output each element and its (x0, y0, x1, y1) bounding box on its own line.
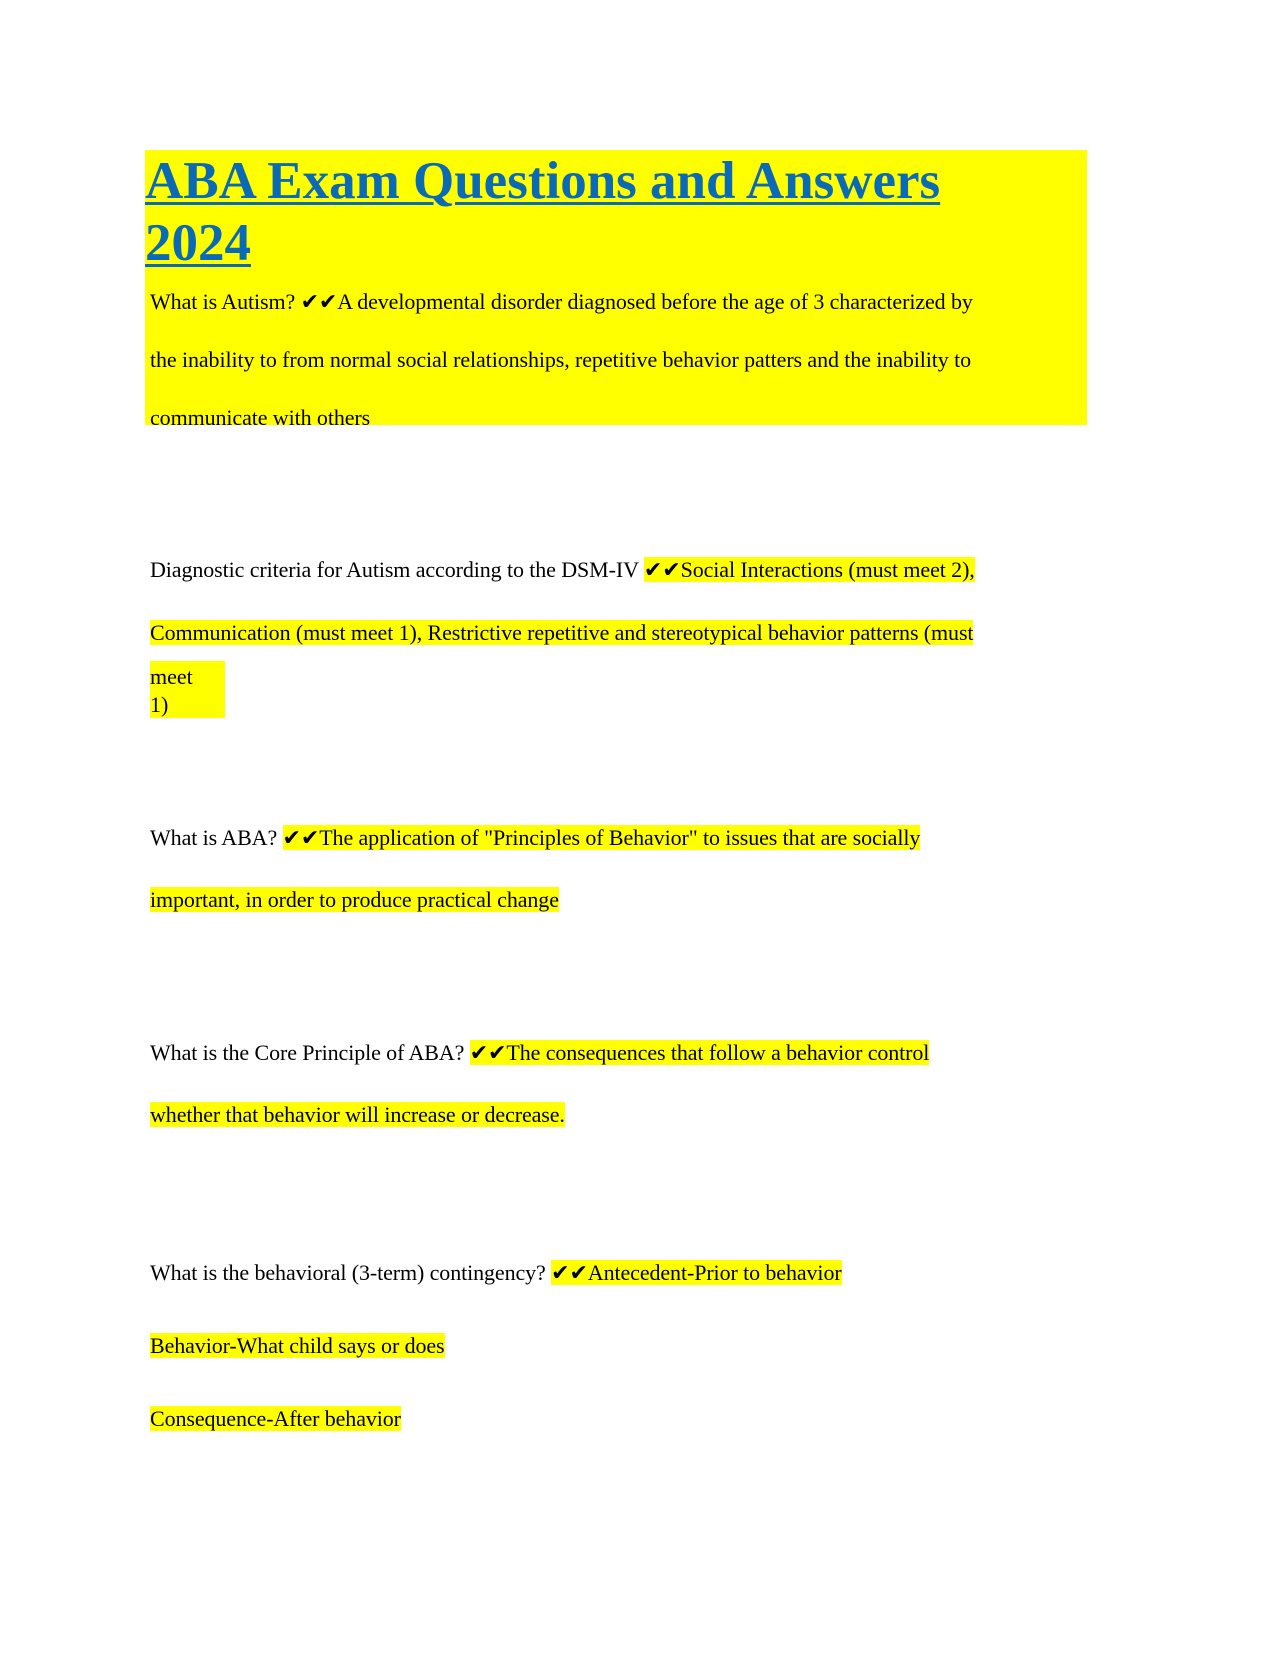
check-mark-icon: ✔✔ (300, 289, 338, 314)
answer-text: A developmental disorder diagnosed before the age of 3 characterized by (337, 289, 973, 314)
answer-line: communicate with others (150, 405, 371, 430)
answer-highlight (644, 557, 975, 582)
answer-line (150, 1084, 1100, 1146)
question-text: What is Autism? (150, 289, 296, 314)
answer-text: 1) (150, 692, 169, 717)
qa-item-core-principle (150, 1022, 1100, 1146)
answer-text: whether that behavior will increase or decrease. (150, 1102, 565, 1127)
answer-highlight (283, 825, 921, 850)
answer-line: the inability to from normal social relationships, repetitive behavior patters and the inability to (150, 347, 971, 372)
question-text: Diagnostic criteria for Autism according to the DSM-IV (150, 557, 639, 582)
check-mark-icon: ✔✔ (469, 1040, 507, 1065)
answer-highlight (551, 1260, 841, 1285)
answer-line (150, 1309, 1100, 1382)
answer-text: Behavior-What child says or does (150, 1333, 445, 1358)
qa-item-diagnostic-criteria (150, 538, 1100, 664)
answer-text: Consequence-After behavior (150, 1406, 401, 1431)
answer-text: The consequences that follow a behavior control (506, 1040, 930, 1065)
question-text: What is the Core Principle of ABA? (150, 1040, 465, 1065)
answer-text: Social Interactions (must meet 2), (680, 557, 975, 582)
answer-text: meet (150, 664, 193, 689)
check-mark-icon: ✔✔ (643, 557, 681, 582)
qa-line (150, 273, 1100, 331)
qa-line (150, 807, 1100, 869)
qa-line (150, 1022, 1100, 1084)
check-mark-icon: ✔✔ (282, 825, 320, 850)
qa-item-autism (150, 273, 1100, 447)
answer-text: Antecedent-Prior to behavior (587, 1260, 842, 1285)
answer-text: The application of "Principles of Behavior" to issues that are socially (319, 825, 921, 850)
document-title: ABA Exam Questions and Answers 2024 (145, 152, 941, 272)
answer-line (150, 601, 1100, 664)
answer-continuation (150, 663, 193, 719)
answer-text: important, in order to produce practical change (150, 887, 559, 912)
answer-highlight (470, 1040, 930, 1065)
answer-text: Communication (must meet 1), Restrictive repetitive and stereotypical behavior patterns (must (150, 620, 974, 645)
answer-line (150, 1382, 1100, 1455)
question-text: What is ABA? (150, 825, 278, 850)
answer-line (150, 869, 1100, 931)
check-mark-icon: ✔✔ (551, 1260, 588, 1285)
qa-item-three-term-contingency (150, 1236, 1100, 1455)
qa-line (150, 1236, 1100, 1309)
qa-line (150, 538, 1100, 601)
question-text: What is the behavioral (3-term) contingency? (150, 1260, 546, 1285)
qa-item-what-is-aba (150, 807, 1100, 931)
